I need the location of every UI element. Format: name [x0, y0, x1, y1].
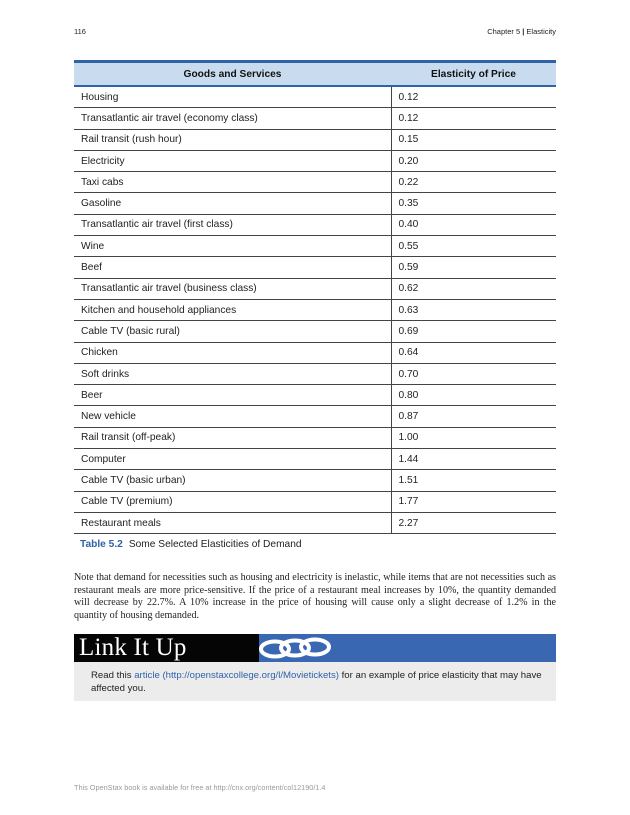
cell-elasticity: 0.80: [391, 385, 556, 406]
table-row: [74, 342, 556, 363]
cell-goods: Computer: [74, 449, 391, 470]
cell-goods: Transatlantic air travel (business class): [74, 278, 391, 299]
section-label: Elasticity: [526, 27, 556, 36]
banner-title: Link It Up: [79, 634, 187, 661]
table-row: [74, 385, 556, 406]
cell-elasticity: 0.20: [391, 150, 556, 171]
table-row: [74, 129, 556, 150]
table-row: [74, 321, 556, 342]
table-row: [74, 172, 556, 193]
table-row: [74, 236, 556, 257]
cell-elasticity: 1.51: [391, 470, 556, 491]
cell-elasticity: 0.40: [391, 214, 556, 235]
table-row: [74, 449, 556, 470]
table-row: [74, 363, 556, 384]
cell-goods: New vehicle: [74, 406, 391, 427]
cell-goods: Soft drinks: [74, 363, 391, 384]
cell-goods: Wine: [74, 236, 391, 257]
cell-elasticity: 0.55: [391, 236, 556, 257]
cell-elasticity: 0.12: [391, 86, 556, 108]
cell-goods: Restaurant meals: [74, 512, 391, 533]
table-row: [74, 214, 556, 235]
cell-elasticity: 0.69: [391, 321, 556, 342]
cell-goods: Rail transit (rush hour): [74, 129, 391, 150]
chain-link-icon: [257, 634, 339, 662]
table-row: [74, 470, 556, 491]
link-it-up-box: [74, 662, 556, 701]
table-row: [74, 257, 556, 278]
table-row: [74, 86, 556, 108]
cell-goods: Cable TV (basic urban): [74, 470, 391, 491]
cell-goods: Gasoline: [74, 193, 391, 214]
cell-goods: Beef: [74, 257, 391, 278]
cell-goods: Electricity: [74, 150, 391, 171]
link-it-up-text: [91, 670, 546, 695]
cell-elasticity: 0.35: [391, 193, 556, 214]
cell-goods: Cable TV (premium): [74, 491, 391, 512]
link-it-up-banner: [74, 634, 556, 662]
table-header-row: [74, 62, 556, 87]
cell-elasticity: 0.62: [391, 278, 556, 299]
article-link[interactable]: article (http://openstaxcollege.org/l/Movietickets): [134, 670, 339, 681]
table-row: [74, 150, 556, 171]
cell-elasticity: 1.44: [391, 449, 556, 470]
cell-elasticity: 0.63: [391, 299, 556, 320]
table-row: [74, 491, 556, 512]
cell-goods: Chicken: [74, 342, 391, 363]
caption-number: Table 5.2: [80, 539, 123, 550]
cell-elasticity: 2.27: [391, 512, 556, 533]
cell-goods: Housing: [74, 86, 391, 108]
column-header-goods: Goods and Services: [74, 62, 391, 87]
page-number: 116: [74, 27, 86, 36]
table-row: [74, 427, 556, 448]
caption-text: Some Selected Elasticities of Demand: [128, 539, 302, 550]
cell-goods: Transatlantic air travel (first class): [74, 214, 391, 235]
cell-goods: Rail transit (off-peak): [74, 427, 391, 448]
table-body: [74, 86, 556, 534]
table-row: [74, 406, 556, 427]
cell-elasticity: 1.00: [391, 427, 556, 448]
chapter-label: Chapter 5: [487, 27, 521, 36]
cell-goods: Beer: [74, 385, 391, 406]
cell-goods: Taxi cabs: [74, 172, 391, 193]
cell-elasticity: 0.59: [391, 257, 556, 278]
column-header-elasticity: Elasticity of Price: [391, 62, 556, 87]
table-row: [74, 278, 556, 299]
cell-goods: Transatlantic air travel (economy class): [74, 108, 391, 129]
table-row: [74, 299, 556, 320]
table-row: [74, 193, 556, 214]
link-text-before: Read this: [91, 670, 135, 681]
cell-elasticity: 1.77: [391, 491, 556, 512]
page-footer: This OpenStax book is available for free at http://cnx.org/content/col12190/1.4: [74, 783, 326, 792]
link-text-after: for an example of price elasticity that may have affected you.: [91, 670, 542, 694]
table-row: [74, 512, 556, 533]
cell-elasticity: 0.64: [391, 342, 556, 363]
table-row: [74, 108, 556, 129]
table-caption: [80, 539, 302, 550]
cell-elasticity: 0.15: [391, 129, 556, 150]
cell-elasticity: 0.70: [391, 363, 556, 384]
header-separator: |: [520, 27, 527, 36]
running-header: [487, 27, 556, 36]
cell-goods: Kitchen and household appliances: [74, 299, 391, 320]
cell-goods: Cable TV (basic rural): [74, 321, 391, 342]
cell-elasticity: 0.12: [391, 108, 556, 129]
cell-elasticity: 0.87: [391, 406, 556, 427]
elasticity-table: [74, 60, 556, 534]
cell-elasticity: 0.22: [391, 172, 556, 193]
body-paragraph: Note that demand for necessities such as housing and electricity is inelastic, while items that are not necessities such as restaurant meals are more price-sensitive. If the price of a restaurant meal increases by 10%, the quantity demanded will decrease by 22.7%. A 10% increase in the price of housing will cause only a slight decrease of 1.2% in the quantity of housing demanded.: [74, 572, 556, 621]
